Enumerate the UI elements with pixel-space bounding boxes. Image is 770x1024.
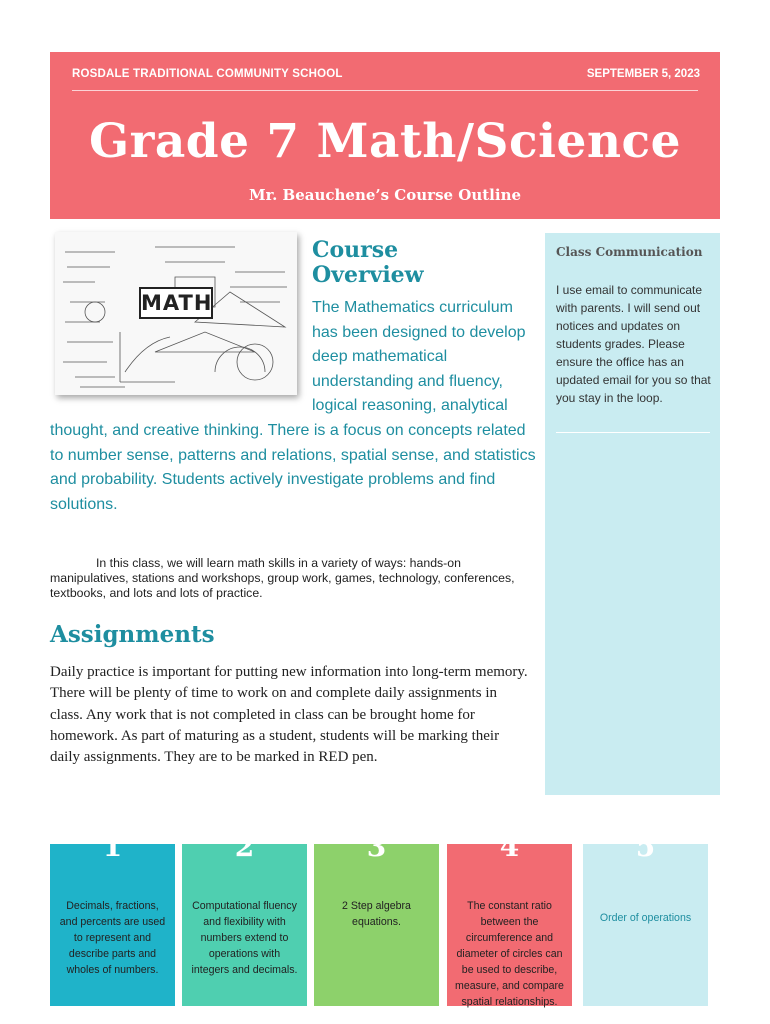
sidebar-divider <box>556 432 710 433</box>
card-number: 4 <box>499 830 520 863</box>
class-communication-box <box>545 233 720 795</box>
topic-card-2 <box>182 830 307 1006</box>
card-number: 1 <box>102 830 123 863</box>
topic-card-5 <box>583 830 708 1006</box>
card-text: Order of operations <box>599 912 692 924</box>
topic-card-1 <box>50 830 175 1006</box>
sidebar-body: I use email to communicate with parents. I will send out notices and updates on students grades. Please ensure the office has an updated email for you so that you stay in the loop. <box>556 283 711 405</box>
overview-text: The Mathematics curriculum has been designed to develop deep mathematical understanding and fluency, logical reasoning, analytical thought, and creative thinking. There is a focus on concepts related to number sense, patterns and relations, spatial sense, and statistics and probability. Students actively investigate problems and find solutions. <box>50 299 536 513</box>
overview-heading: Course Overview <box>312 237 424 288</box>
math-label: MATH <box>139 287 213 319</box>
card-number: 3 <box>366 830 387 863</box>
topic-card-3 <box>314 830 439 1006</box>
card-text: The constant ratio between the circumference and diameter of circles can be used to describe, measure, and compare spatial relationships. <box>455 900 564 1008</box>
card-text: 2 Step algebra equations. <box>342 900 411 928</box>
card-text: Computational fluency and flexibility with numbers extend to operations with integers and decimals. <box>191 900 298 976</box>
assignments-heading: Assignments <box>50 621 215 648</box>
school-name: ROSDALE TRADITIONAL COMMUNITY SCHOOL <box>72 68 343 80</box>
card-number: 2 <box>234 830 255 863</box>
sidebar-title: Class Communication <box>556 245 703 259</box>
class-note: In this class, we will learn math skills in a variety of ways: hands-on manipulatives, stations and workshops, group work, games, technology, conferences, textbooks, and lots and lots of practice. <box>50 556 515 600</box>
topic-card-4 <box>447 830 572 1008</box>
page-title: Grade 7 Math/Science <box>88 114 682 169</box>
card-text: Decimals, fractions, and percents are used to represent and describe parts and wholes of numbers. <box>59 900 166 976</box>
date: SEPTEMBER 5, 2023 <box>586 68 700 80</box>
page-subtitle: Mr. Beauchene’s Course Outline <box>248 186 522 204</box>
assignments-text: Daily practice is important for putting new information into long-term memory. There will be plenty of time to work on and complete daily assignments in class. Any work that is not completed in class can be brought home for homework. As part of maturing as a student, students will be marking their daily assignments. They are to be marked in RED pen. <box>50 664 528 766</box>
header-banner <box>50 52 720 219</box>
card-number: 5 <box>635 830 656 863</box>
header-divider <box>72 90 698 91</box>
